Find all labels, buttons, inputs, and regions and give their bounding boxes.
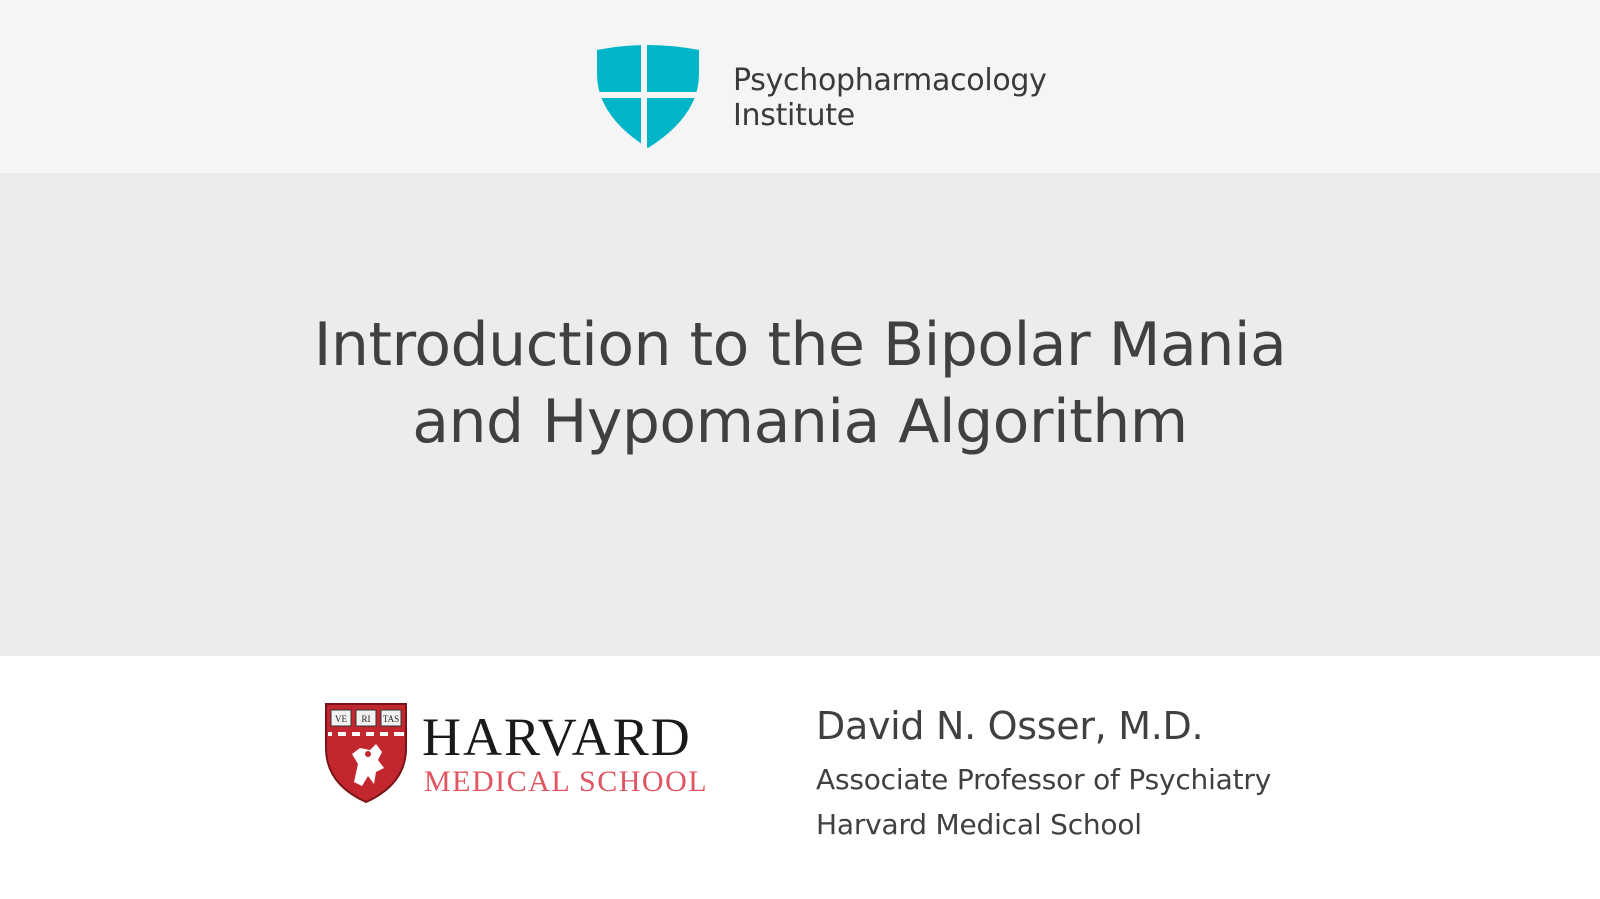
shield-cross-icon [595, 44, 701, 148]
harvard-wordmark: HARVARD [422, 707, 692, 767]
brand-line-2: Institute [733, 98, 855, 133]
speaker-name: David N. Osser, M.D. [816, 704, 1204, 748]
speaker-organization: Harvard Medical School [816, 808, 1142, 841]
svg-text:VE: VE [335, 714, 347, 724]
title-line-1: Introduction to the Bipolar Mania [313, 310, 1287, 380]
medical-school-subtitle: MEDICAL SCHOOL [424, 765, 709, 798]
svg-text:RI: RI [361, 714, 371, 724]
title-line-2: and Hypomania Algorithm [412, 387, 1188, 457]
footer-band [0, 656, 1600, 899]
speaker-role: Associate Professor of Psychiatry [816, 763, 1272, 796]
svg-text:TAS: TAS [382, 714, 400, 724]
brand-name [733, 63, 1047, 133]
slide-title [200, 307, 1400, 461]
harvard-veritas-shield-icon [324, 702, 408, 804]
brand-line-1: Psychopharmacology [733, 63, 1047, 98]
